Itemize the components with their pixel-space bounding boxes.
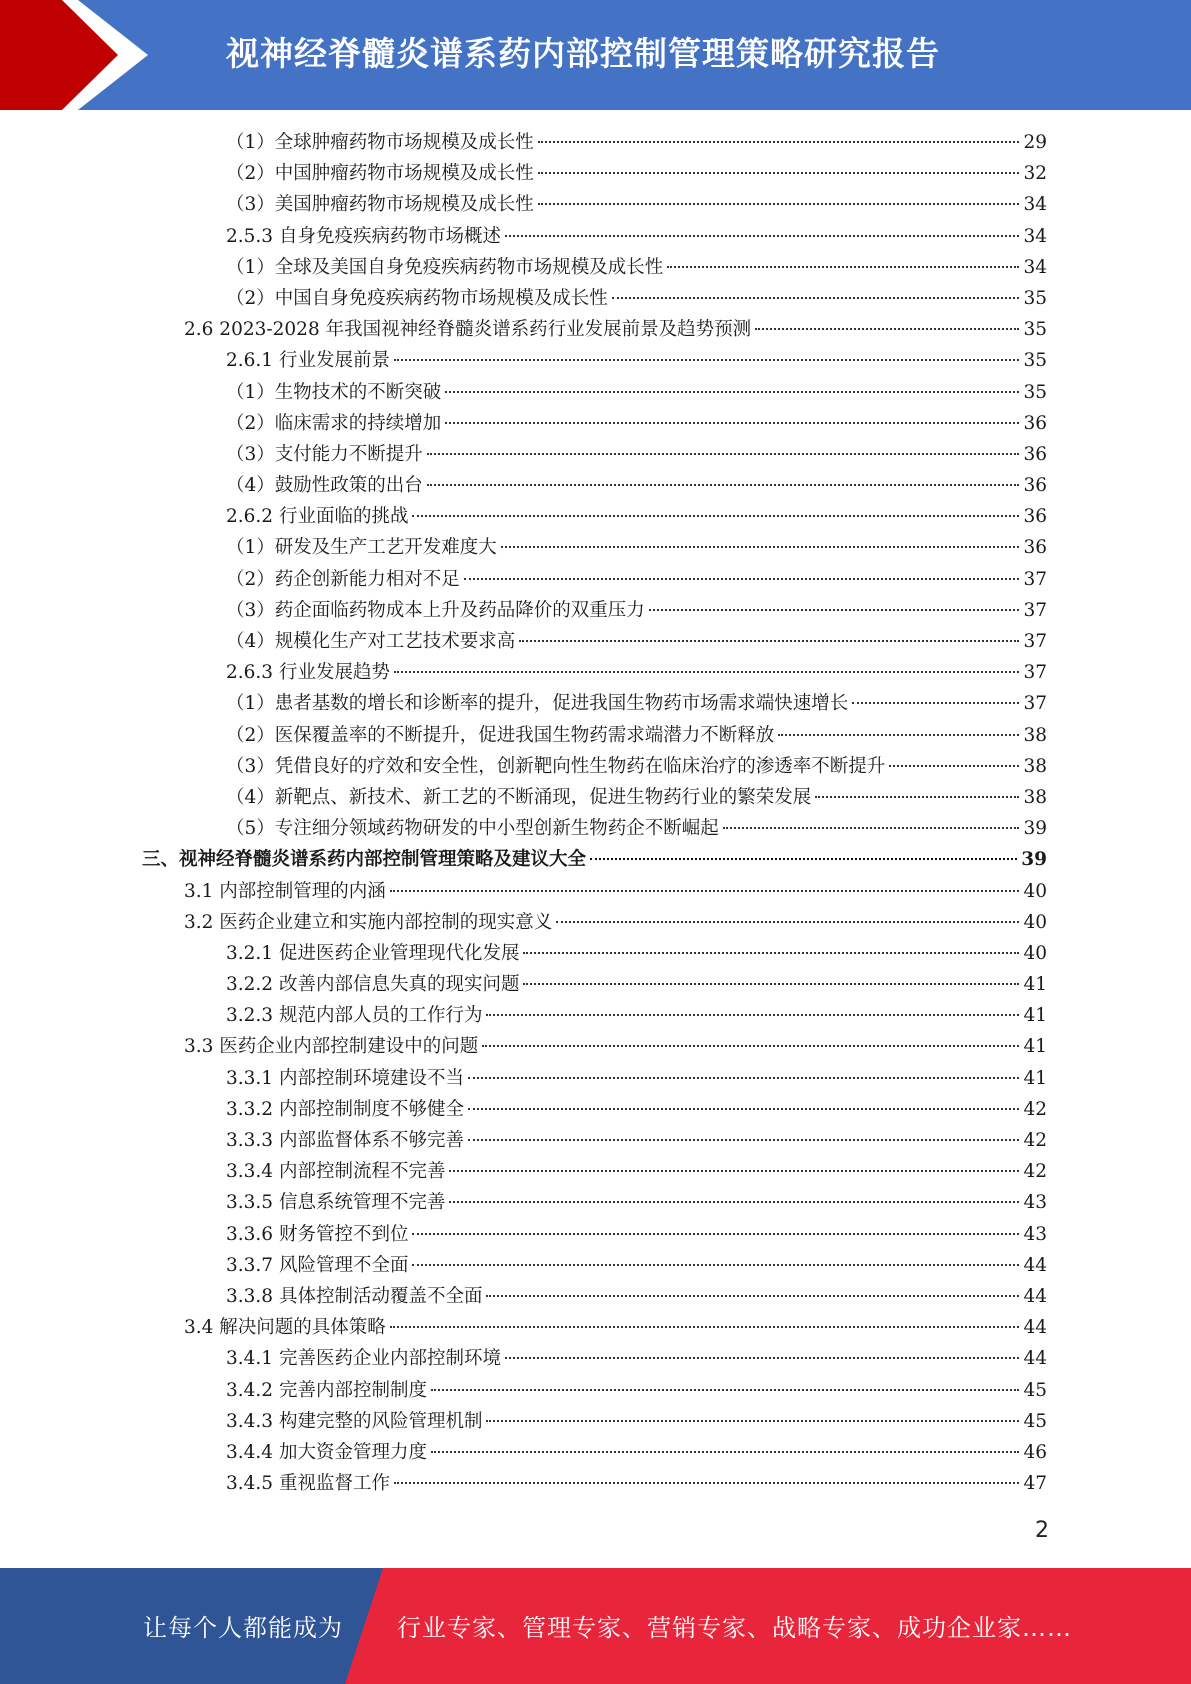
toc-dot-leader <box>723 827 1020 829</box>
toc-dot-leader <box>394 1482 1019 1484</box>
toc-entry-title: （1）全球肿瘤药物市场规模及成长性 <box>226 132 534 153</box>
toc-entry[interactable] <box>0 1468 1191 1499</box>
toc-dot-leader <box>486 1420 1019 1422</box>
toc-entry-title: （2）中国自身免疫疾病药物市场规模及成长性 <box>226 287 608 309</box>
toc-entry[interactable] <box>0 1312 1191 1343</box>
toc-entry[interactable] <box>0 1343 1191 1374</box>
toc-entry-page: 39 <box>1023 818 1047 840</box>
toc-entry-page: 37 <box>1023 662 1047 684</box>
toc-entry-page: 36 <box>1023 537 1047 559</box>
toc-dot-leader <box>612 297 1020 299</box>
toc-entry-title: （5）专注细分领域药物研发的中小型创新生物药企不断崛起 <box>226 818 719 840</box>
toc-entry-title: 3.4.4 加大资金管理力度 <box>226 1441 427 1463</box>
toc-dot-leader <box>538 172 1020 174</box>
toc-entry-page: 41 <box>1023 1067 1047 1089</box>
toc-entry[interactable] <box>0 657 1191 688</box>
footer-banner <box>0 1568 1191 1684</box>
toc-entry[interactable] <box>0 470 1191 501</box>
toc-entry-page: 41 <box>1023 1036 1047 1058</box>
toc-entry-title: 2.5.3 自身免疫疾病药物市场概述 <box>226 225 501 247</box>
toc-dot-leader <box>449 1201 1019 1203</box>
toc-entry[interactable] <box>0 1031 1191 1062</box>
toc-dot-leader <box>468 1108 1019 1110</box>
toc-entry[interactable] <box>0 127 1191 158</box>
toc-entry-page: 40 <box>1023 911 1047 933</box>
toc-entry-page: 39 <box>1021 849 1047 871</box>
toc-dot-leader <box>538 203 1020 205</box>
toc-entry[interactable] <box>0 1187 1191 1218</box>
toc-dot-leader <box>523 952 1019 954</box>
toc-entry-title: 3.3.5 信息系统管理不完善 <box>226 1192 446 1214</box>
toc-entry-title: 3.3 医药企业内部控制建设中的问题 <box>184 1036 479 1058</box>
page-number: 2 <box>1035 1518 1049 1543</box>
toc-entry-title: 3.3.6 财务管控不到位 <box>226 1223 409 1245</box>
toc-entry-title: （2）药企创新能力相对不足 <box>226 568 460 590</box>
toc-entry-page: 35 <box>1023 350 1047 372</box>
toc-dot-leader <box>523 983 1019 985</box>
toc-entry-page: 47 <box>1023 1473 1047 1495</box>
toc-dot-leader <box>556 921 1019 923</box>
toc-entry-page: 41 <box>1023 974 1047 996</box>
toc-entry[interactable] <box>0 1375 1191 1406</box>
toc-entry-title: （1）患者基数的增长和诊断率的提升，促进我国生物药市场需求端快速增长 <box>226 693 849 715</box>
toc-entry[interactable] <box>0 1063 1191 1094</box>
toc-dot-leader <box>538 141 1020 143</box>
toc-entry-page: 43 <box>1023 1223 1047 1245</box>
toc-entry[interactable] <box>0 501 1191 532</box>
toc-entry-page: 42 <box>1023 1130 1047 1151</box>
toc-entry-page: 34 <box>1023 194 1047 216</box>
toc-dot-leader <box>427 484 1020 486</box>
toc-entry[interactable] <box>0 1281 1191 1312</box>
toc-entry[interactable] <box>0 938 1191 969</box>
toc-entry-page: 44 <box>1023 1317 1047 1339</box>
toc-entry-page: 37 <box>1023 568 1047 590</box>
toc-entry-title: （1）全球及美国自身免疫疾病药物市场规模及成长性 <box>226 256 664 278</box>
toc-entry-page: 36 <box>1023 443 1047 465</box>
toc-entry-title: 2.6.3 行业发展趋势 <box>226 662 390 684</box>
toc-entry[interactable] <box>0 813 1191 844</box>
toc-dot-leader <box>394 359 1019 361</box>
footer-slogan-right: 行业专家、管理专家、营销专家、战略专家、成功企业家…… <box>397 1614 1072 1642</box>
toc-entry-title: （4）新靶点、新技术、新工艺的不断涌现，促进生物药行业的繁荣发展 <box>226 786 812 808</box>
toc-dot-leader <box>486 1014 1019 1016</box>
toc-entry-title: 3.3.7 风险管理不全面 <box>226 1254 409 1276</box>
toc-dot-leader <box>778 734 1019 736</box>
toc-entry-page: 43 <box>1023 1192 1047 1214</box>
toc-entry-title: 3.2 医药企业建立和实施内部控制的现实意义 <box>184 911 553 933</box>
toc-entry[interactable] <box>0 782 1191 813</box>
toc-entry-title: （3）美国肿瘤药物市场规模及成长性 <box>226 194 534 216</box>
toc-entry[interactable] <box>0 876 1191 907</box>
toc-entry-title: （2）临床需求的持续增加 <box>226 412 442 434</box>
toc-dot-leader <box>412 1233 1019 1235</box>
toc-entry-page: 45 <box>1023 1410 1047 1432</box>
toc-entry[interactable] <box>0 720 1191 751</box>
toc-entry-page: 35 <box>1023 319 1047 341</box>
toc-dot-leader <box>445 422 1019 424</box>
toc-entry-page: 36 <box>1023 475 1047 497</box>
toc-entry[interactable] <box>0 907 1191 938</box>
toc-dot-leader <box>501 546 1020 548</box>
toc-entry-title: 2.6.2 行业面临的挑战 <box>226 506 409 528</box>
toc-entry-page: 38 <box>1023 755 1047 777</box>
toc-entry-page: 40 <box>1023 942 1047 964</box>
toc-entry-title: 3.4.3 构建完整的风险管理机制 <box>226 1410 483 1432</box>
toc-entry-title: 3.3.8 具体控制活动覆盖不全面 <box>226 1285 483 1307</box>
toc-entry[interactable] <box>0 221 1191 252</box>
toc-dot-leader <box>464 578 1020 580</box>
toc-entry-page: 35 <box>1023 287 1047 309</box>
toc-dot-leader <box>412 1264 1019 1266</box>
toc-entry[interactable] <box>0 345 1191 376</box>
toc-entry-title: 3.1 内部控制管理的内涵 <box>184 880 386 902</box>
toc-dot-leader <box>815 796 1019 798</box>
toc-entry-title: 三、视神经脊髓炎谱系药内部控制管理策略及建议大全 <box>142 849 587 871</box>
toc-entry-title: （1）生物技术的不断突破 <box>226 381 442 403</box>
toc-dot-leader <box>427 453 1020 455</box>
toc-dot-leader <box>412 515 1019 517</box>
table-of-contents <box>0 127 1191 1499</box>
toc-dot-leader <box>390 890 1020 892</box>
toc-entry-page: 37 <box>1023 599 1047 621</box>
toc-entry[interactable] <box>0 1125 1191 1156</box>
header-arrow-graphic <box>0 0 170 110</box>
toc-entry-title: （4）规模化生产对工艺技术要求高 <box>226 631 516 652</box>
toc-entry[interactable] <box>0 751 1191 782</box>
toc-entry[interactable] <box>0 969 1191 1000</box>
toc-entry[interactable] <box>0 189 1191 220</box>
toc-entry-page: 44 <box>1023 1285 1047 1307</box>
toc-dot-leader <box>519 640 1019 642</box>
toc-entry[interactable] <box>0 1094 1191 1125</box>
toc-dot-leader <box>755 328 1019 330</box>
toc-entry-title: 3.2.1 促进医药企业管理现代化发展 <box>226 942 520 964</box>
toc-entry-title: 3.3.3 内部监督体系不够完善 <box>226 1130 464 1151</box>
toc-entry-page: 37 <box>1023 693 1047 715</box>
toc-dot-leader <box>390 1326 1020 1328</box>
toc-entry[interactable] <box>0 1250 1191 1281</box>
toc-entry-title: （1）研发及生产工艺开发难度大 <box>226 537 497 559</box>
toc-entry-title: 3.4.2 完善内部控制制度 <box>226 1379 427 1401</box>
toc-entry-page: 32 <box>1023 163 1047 185</box>
toc-dot-leader <box>649 609 1020 611</box>
toc-entry-title: 3.3.2 内部控制制度不够健全 <box>226 1098 464 1120</box>
toc-dot-leader <box>889 765 1019 767</box>
toc-entry[interactable] <box>0 1000 1191 1031</box>
toc-dot-leader <box>468 1077 1019 1079</box>
toc-entry-page: 29 <box>1023 132 1047 153</box>
toc-entry-page: 38 <box>1023 724 1047 746</box>
toc-entry-page: 38 <box>1023 786 1047 808</box>
toc-entry[interactable] <box>0 564 1191 595</box>
toc-entry-title: 3.3.4 内部控制流程不完善 <box>226 1161 446 1183</box>
toc-entry-title: 2.6.1 行业发展前景 <box>226 350 390 372</box>
toc-entry[interactable] <box>0 158 1191 189</box>
toc-entry[interactable] <box>0 844 1191 875</box>
toc-entry-page: 44 <box>1023 1254 1047 1276</box>
toc-dot-leader <box>482 1045 1019 1047</box>
toc-dot-leader <box>449 1170 1019 1172</box>
toc-dot-leader <box>667 266 1019 268</box>
toc-entry-title: （3）凭借良好的疗效和安全性，创新靶向性生物药在临床治疗的渗透率不断提升 <box>226 755 886 777</box>
toc-entry-title: （2）中国肿瘤药物市场规模及成长性 <box>226 163 534 185</box>
toc-entry-title: 3.4 解决问题的具体策略 <box>184 1317 386 1339</box>
toc-entry-page: 36 <box>1023 506 1047 528</box>
toc-dot-leader <box>505 235 1019 237</box>
toc-entry[interactable] <box>0 439 1191 470</box>
toc-dot-leader <box>394 671 1019 673</box>
toc-entry-page: 37 <box>1023 631 1047 652</box>
header-banner <box>0 0 1191 110</box>
toc-entry-title: （4）鼓励性政策的出台 <box>226 475 423 497</box>
toc-entry-page: 42 <box>1023 1161 1047 1183</box>
toc-entry-title: 3.2.2 改善内部信息失真的现实问题 <box>226 974 520 996</box>
toc-dot-leader <box>431 1389 1019 1391</box>
toc-entry[interactable] <box>0 688 1191 719</box>
toc-entry-title: （2）医保覆盖率的不断提升，促进我国生物药需求端潜力不断释放 <box>226 724 775 746</box>
toc-entry-page: 35 <box>1023 381 1047 403</box>
toc-dot-leader <box>468 1139 1019 1141</box>
toc-entry[interactable] <box>0 1156 1191 1187</box>
toc-dot-leader <box>852 702 1019 704</box>
toc-entry-page: 41 <box>1023 1005 1047 1027</box>
toc-entry[interactable] <box>0 314 1191 345</box>
toc-entry-page: 42 <box>1023 1098 1047 1120</box>
toc-entry[interactable] <box>0 377 1191 408</box>
toc-dot-leader <box>590 858 1017 860</box>
toc-entry[interactable] <box>0 1219 1191 1250</box>
toc-entry-title: （3）支付能力不断提升 <box>226 443 423 465</box>
toc-entry-page: 36 <box>1023 412 1047 434</box>
toc-entry-title: 3.4.1 完善医药企业内部控制环境 <box>226 1348 501 1370</box>
toc-entry[interactable] <box>0 408 1191 439</box>
toc-entry-title: 3.3.1 内部控制环境建设不当 <box>226 1067 464 1089</box>
report-title: 视神经脊髓炎谱系药内部控制管理策略研究报告 <box>226 34 940 73</box>
toc-entry-page: 45 <box>1023 1379 1047 1401</box>
toc-entry[interactable] <box>0 532 1191 563</box>
toc-dot-leader <box>486 1295 1019 1297</box>
toc-entry-title: 3.4.5 重视监督工作 <box>226 1473 390 1495</box>
toc-entry-title: 3.2.3 规范内部人员的工作行为 <box>226 1005 483 1027</box>
footer-slogan-left: 让每个人都能成为 <box>143 1614 343 1642</box>
toc-entry-page: 34 <box>1023 225 1047 247</box>
toc-entry-page: 46 <box>1023 1441 1047 1463</box>
toc-entry[interactable] <box>0 595 1191 626</box>
toc-entry[interactable] <box>0 1437 1191 1468</box>
toc-entry[interactable] <box>0 283 1191 314</box>
toc-entry-page: 44 <box>1023 1348 1047 1370</box>
toc-entry[interactable] <box>0 252 1191 283</box>
toc-entry[interactable] <box>0 1406 1191 1437</box>
toc-entry-title: 2.6 2023-2028 年我国视神经脊髓炎谱系药行业发展前景及趋势预测 <box>184 319 752 341</box>
toc-entry-page: 40 <box>1023 880 1047 902</box>
toc-entry-page: 34 <box>1023 256 1047 278</box>
toc-entry-title: （3）药企面临药物成本上升及药品降价的双重压力 <box>226 599 645 621</box>
toc-dot-leader <box>445 391 1019 393</box>
toc-entry[interactable] <box>0 626 1191 657</box>
toc-dot-leader <box>431 1451 1019 1453</box>
toc-dot-leader <box>505 1357 1019 1359</box>
